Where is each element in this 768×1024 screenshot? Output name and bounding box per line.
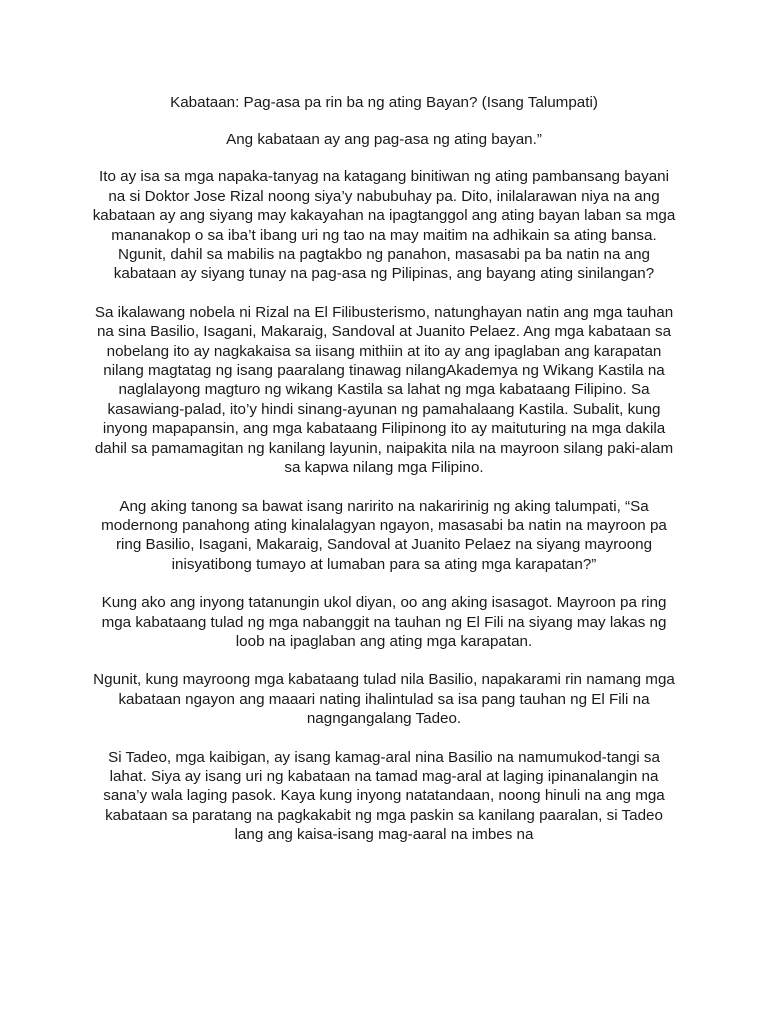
paragraph-quote: Ang kabataan ay ang pag-asa ng ating bayan.” — [226, 131, 542, 148]
document-title: Kabataan: Pag-asa pa rin ba ng ating Bayan? (Isang Talumpati) — [170, 94, 598, 111]
paragraph-5: Ngunit, kung mayroong mga kabataang tulad nila Basilio, napakarami rin namang mga kabataan ngayon ang maaari nating ihalintulad sa isa pang tauhan ng El Fili na nagngangalang Tadeo. — [93, 671, 675, 728]
paragraph-1: Ito ay isa sa mga napaka-tanyag na katagang binitiwan ng ating pambansang bayani na si Doktor Jose Rizal noong siya’y nabubuhay pa. Dito, inilalarawan niya na ang kabataan ay ang siyang may kakayahan na ipagtanggol ang ating bayan laban sa mga mananakop o sa iba’t ibang uri ng tao na may maitim na adhikain sa ating bansa. Ngunit, dahil sa mabilis na pagtakbo ng panahon, masasabi pa ba natin na ang kabataan ay siyang tunay na pag-asa ng Pilipinas, ang bayang ating sinilangan? — [92, 168, 676, 283]
paragraph-2: Sa ikalawang nobela ni Rizal na El Filibusterismo, natunghayan natin ang mga tauhan na sina Basilio, Isagani, Makaraig, Sandoval at Juanito Pelaez. Ang mga kabataan sa nobelang ito ay nagkakaisa sa iisang mithiin at ito ay ang ipaglaban ang karapatan nilang magtatag ng isang paaralang tinawag nilangAkademya ng Wikang Kastila na naglalayong magturo ng wikang Kastila sa lahat ng mga kabataang Filipino. Sa kasawiang-palad, ito’y hindi sinang-ayunan ng pamahalaang Kastila. Subalit, kung inyong mapapansin, ang mga kabataang Filipinong ito ay maituturing na mga dakila dahil sa pamamagitan ng kanilang layunin, naipakita nila na mayroon silang paki-alam sa kapwa nilang mga Filipino. — [94, 303, 674, 477]
paragraph-6: Si Tadeo, mga kaibigan, ay isang kamag-aral nina Basilio na namumukod-tangi sa lahat. Siya ay isang uri ng kabataan na tamad mag-aral at laging ipinanalangin na sana’y wala laging pasok. Kaya kung inyong natatandaan, noong hinuli na ang mga kabataan sa paratang na pagkakabit ng mga paskin sa kanilang paaralan, si Tadeo lang ang kaisa-isang mag-aaral na imbes na — [103, 748, 665, 844]
document-page — [90, 92, 678, 864]
paragraph-4: Kung ako ang inyong tatanungin ukol diyan, oo ang aking isasagot. Mayroon pa ring mga kabataang tulad ng mga nabanggit na tauhan ng El Fili na siyang may lakas ng loob na ipaglaban ang ating mga karapatan. — [101, 594, 667, 650]
paragraph-3: Ang aking tanong sa bawat isang naririto na nakaririnig ng aking talumpati, “Sa modernong panahong ating kinalalagyan ngayon, masasabi ba natin na mayroon pa ring Basilio, Isagani, Makaraig, Sandoval at Juanito Pelaez na siyang mayroong inisyatibong tumayo at lumaban para sa ating mga karapatan?” — [101, 497, 667, 573]
